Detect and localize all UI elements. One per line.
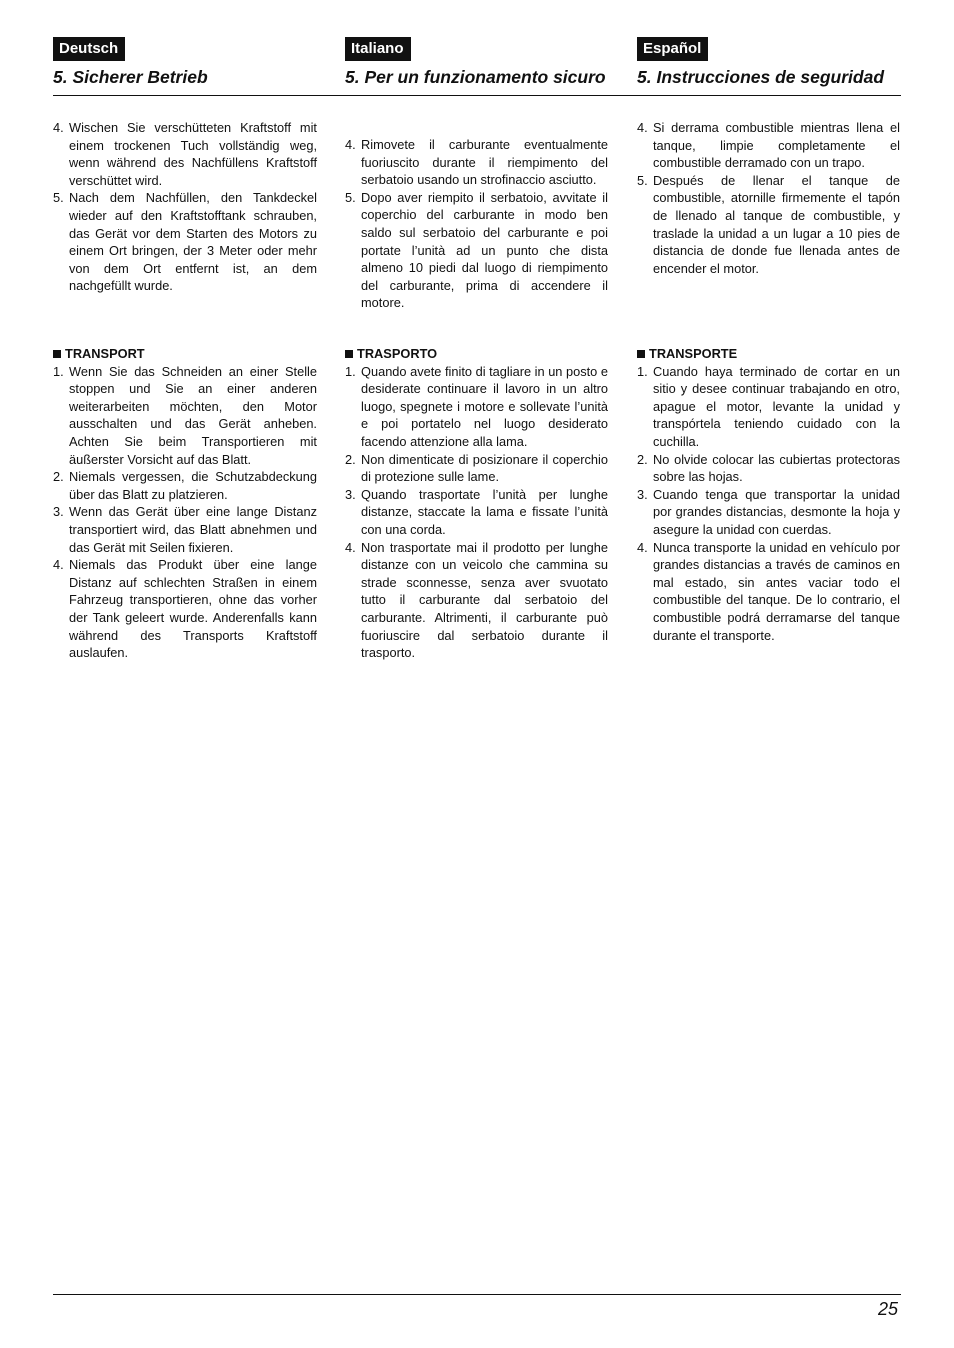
item-text: Después de llenar el tanque de combustible, atornille firmemente el tapón de llenado al tanque de combustible, y traslade la unidad a un lugar a 10 pies de distancia de donde fue llenada antes de encender el motor.	[653, 172, 900, 276]
item-number: 1.	[53, 363, 64, 379]
transport-section	[637, 345, 900, 644]
item-number: 5.	[345, 189, 356, 205]
item-text: Quando avete finito di tagliare in un posto e desiderate continuare il lavoro in un altro luogo, spegnete i motore e sollevate l’unità e poi portatelo nel luogo desiderato facendo attenzione alla lama.	[361, 363, 608, 449]
language-badge: Español	[637, 37, 708, 61]
list-item	[53, 119, 317, 189]
item-number: 4.	[637, 539, 648, 555]
item-text: Niemals das Produkt über eine lange Distanz auf schlechten Straßen in einem Fahrzeug transportieren, ohne das vorher der Tank geleert wurde. Anderenfalls kann während des Transports Kraftstoff auslaufen.	[69, 557, 317, 661]
fuel-instructions	[53, 119, 317, 295]
list-item	[345, 539, 608, 662]
transport-section	[53, 345, 317, 662]
item-text: Niemals vergessen, die Schutzabdeckung über das Blatt zu platzieren.	[69, 469, 317, 502]
transport-section	[345, 345, 608, 662]
language-badge: Deutsch	[53, 37, 125, 61]
item-text: Nach dem Nachfüllen, den Tankdeckel wieder auf den Kraftstofftank schrauben, das Gerät vor dem Starten des Motors zu einem Ort bringen, der 3 Meter oder mehr von dem Ort entfernt ist, an dem nachgefüllt wurde.	[69, 190, 317, 294]
item-number: 4.	[345, 137, 356, 152]
item-text: Dopo aver riempito il serbatoio, avvitate il coperchio del carburante in modo ben saldo sul serbatoio del carburante e poi portate l’unità ad un punto che dista almeno 10 piedi dal luogo di riempimento del carburante, prima di accendere il motore.	[361, 189, 608, 311]
fuel-instructions	[345, 136, 608, 312]
item-number: 4.	[345, 539, 356, 555]
square-bullet-icon	[53, 350, 61, 358]
transport-list	[637, 363, 900, 645]
item-number: 1.	[345, 363, 356, 379]
list-item	[637, 486, 900, 539]
list-item	[637, 451, 900, 486]
item-number: 3.	[637, 486, 648, 502]
item-number: 2.	[53, 469, 64, 485]
list-item	[53, 189, 317, 295]
list-item	[53, 503, 317, 556]
item-text: No olvide colocar las cubiertas protectoras sobre las hojas.	[653, 451, 900, 485]
list-item	[345, 451, 608, 486]
item-number: 2.	[345, 451, 356, 467]
item-text: Wenn das Gerät über eine lange Distanz transportiert wird, das Blatt abnehmen und das Gerät mit Seilen fixieren.	[69, 504, 317, 555]
list-item	[53, 363, 317, 469]
fuel-list	[637, 119, 900, 277]
language-badge: Italiano	[345, 37, 411, 61]
item-number: 1.	[637, 363, 648, 379]
item-number: 3.	[53, 504, 64, 520]
item-number: 3.	[345, 486, 356, 502]
item-text: Rimovete il carburante eventualmente fuoriuscito durante il riempimento del serbatoio usando un strofinaccio asciutto.	[361, 137, 608, 188]
column-deutsch	[53, 37, 317, 661]
transport-heading-text: TRASPORTO	[357, 346, 438, 361]
item-number: 4.	[53, 120, 64, 135]
item-text: Si derrama combustible mientras llena el tanque, limpie completamente el combustible derramado con un trapo.	[653, 120, 900, 171]
item-text: Cuando tenga que transportar la unidad por grandes distancias, desmonte la hoja y asegure la unidad con cuerdas.	[653, 486, 900, 537]
footer-divider	[53, 1294, 901, 1295]
item-text: Quando trasportate l’unità per lunghe distanze, staccate la lama e fissate l’unità con una corda.	[361, 486, 608, 537]
item-text: Cuando haya terminado de cortar en un sitio y desee continuar trabajando en otro, apague el motor, levante la unidad y transpórtela teniendo cuidado con la cuchilla.	[653, 363, 900, 449]
header-divider	[53, 95, 901, 96]
fuel-list	[345, 136, 608, 312]
item-number: 2.	[637, 451, 648, 467]
transport-heading	[345, 345, 608, 363]
section-title: 5. Per un funzionamento sicuro	[345, 67, 606, 87]
column-italiano	[345, 37, 608, 661]
column-espanol	[637, 37, 900, 643]
transport-heading-text: TRANSPORTE	[649, 346, 738, 361]
list-item	[637, 539, 900, 645]
transport-heading	[637, 345, 900, 363]
page-number: 25	[877, 1299, 898, 1319]
section-title: 5. Instrucciones de seguridad	[637, 67, 885, 87]
item-number: 4.	[637, 120, 648, 135]
list-item	[637, 119, 900, 172]
list-item	[345, 189, 608, 312]
list-item	[345, 136, 608, 189]
transport-heading-text: TRANSPORT	[65, 346, 145, 361]
item-number: 5.	[53, 190, 64, 206]
fuel-list	[53, 119, 317, 295]
item-text: Non trasportate mai il prodotto per lunghe distanze con un veicolo che cammina su strade sconnesse, senza aver svuotato tutto il carburante dal serbatoio del carburante. Altrimenti, il carburante può fuoriuscire dal serbatoio durante il trasporto.	[361, 539, 608, 661]
section-title: 5. Sicherer Betrieb	[53, 67, 208, 87]
square-bullet-icon	[345, 350, 353, 358]
item-text: Nunca transporte la unidad en vehículo por grandes distancias a través de caminos en mal estado, sin antes vaciar todo el combustible del tanque. De lo contrario, el combustible podrá derramarse del tanque durante el transporte.	[653, 539, 900, 643]
list-item	[345, 363, 608, 451]
item-text: Wischen Sie verschütteten Kraftstoff mit einem trockenen Tuch vollständig weg, wenn während des Nachfüllens Kraftstoff verschüttet wird.	[69, 120, 317, 188]
list-item	[637, 172, 900, 278]
item-number: 5.	[637, 172, 648, 188]
item-number: 4.	[53, 557, 64, 573]
item-text: Wenn Sie das Schneiden an einer Stelle stoppen und Sie an einer anderen weiterarbeiten möchten, den Motor ausschalten und das Gerät anheben. Achten Sie beim Transportieren mit äußerster Vorsicht auf das Blatt.	[69, 363, 317, 467]
fuel-instructions	[637, 119, 900, 277]
transport-heading	[53, 345, 317, 363]
transport-list	[53, 363, 317, 662]
item-text: Non dimenticate di posizionare il coperchio di protezione sulle lame.	[361, 451, 608, 485]
transport-list	[345, 363, 608, 662]
list-item	[53, 468, 317, 503]
list-item	[637, 363, 900, 451]
list-item	[345, 486, 608, 539]
list-item	[53, 556, 317, 662]
square-bullet-icon	[637, 350, 645, 358]
